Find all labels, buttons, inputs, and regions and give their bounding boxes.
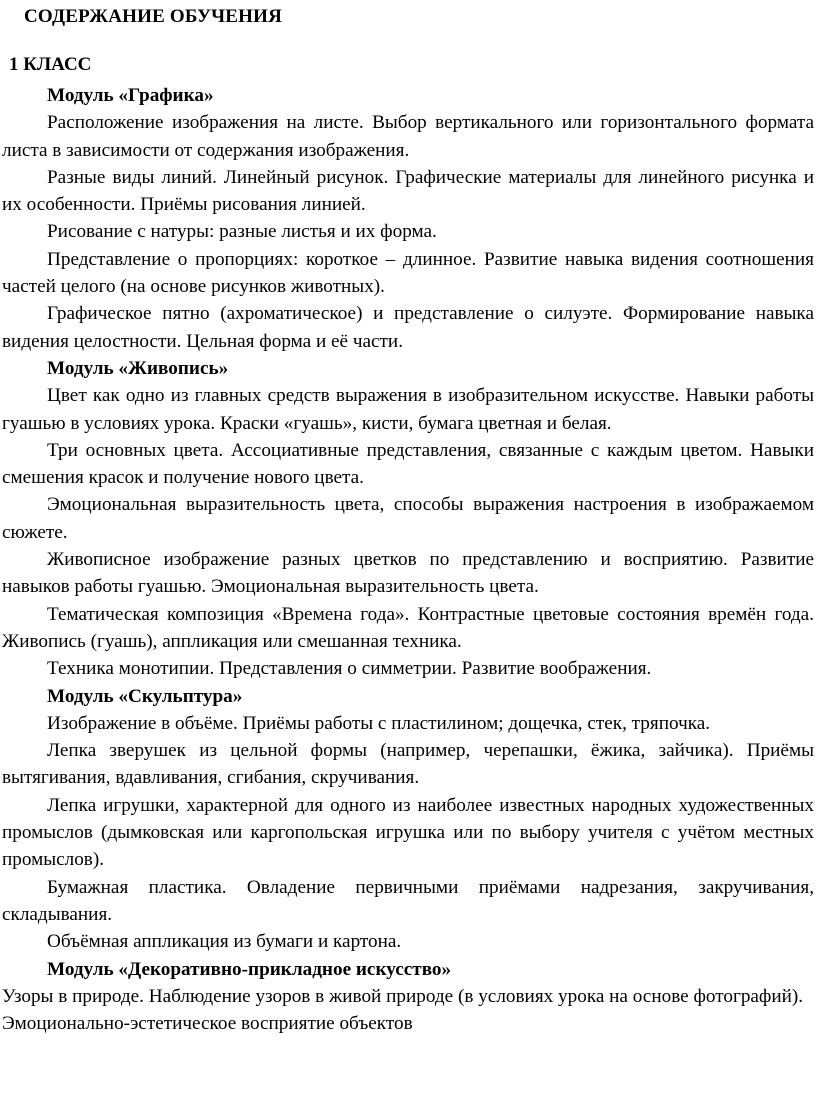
paragraph: Представление о пропорциях: короткое – длинное. Развитие навыка видения соотношения частей целого (на основе рисунков животных). bbox=[2, 248, 814, 298]
paragraph: Рисование с натуры: разные листья и их форма. bbox=[47, 221, 437, 243]
paragraph: Объёмная аппликация из бумаги и картона. bbox=[47, 931, 402, 953]
document-title: СОДЕРЖАНИЕ ОБУЧЕНИЯ bbox=[24, 6, 283, 27]
paragraph: Разные виды линий. Линейный рисунок. Графические материалы для линейного рисунка и их особенности. Приёмы рисования линией. bbox=[2, 166, 814, 216]
paragraph: Лепка зверушек из цельной формы (например, черепашки, ёжика, зайчика). Приёмы вытягивания, вдавливания, сгибания, скручивания. bbox=[2, 740, 814, 789]
paragraph: Три основных цвета. Ассоциативные представления, связанные с каждым цветом. Навыки смешения красок и получение нового цвета. bbox=[2, 439, 814, 489]
paragraph: Бумажная пластика. Овладение первичными приёмами надрезания, закручивания, складывания. bbox=[2, 876, 814, 925]
module-heading-sculpture: Модуль «Скульптура» bbox=[47, 685, 243, 707]
paragraph: Живописное изображение разных цветков по представлению и восприятию. Развитие навыков работы гуашью. Эмоциональная выразительность цвета. bbox=[2, 549, 814, 598]
paragraph: Изображение в объёме. Приёмы работы с пластилином; дощечка, стек, тряпочка. bbox=[47, 712, 711, 734]
module-heading-graphics: Модуль «Графика» bbox=[47, 85, 214, 106]
paragraph: Техника монотипии. Представления о симметрии. Развитие воображения. bbox=[47, 658, 652, 680]
paragraph: Узоры в природе. Наблюдение узоров в живой природе (в условиях урока на основе фотографий). Эмоционально-эстетическое восприятие объектов bbox=[2, 985, 804, 1035]
paragraph: Лепка игрушки, характерной для одного из наиболее известных народных художественных промыслов (дымковская или каргопольская игрушка или по выбору учителя с учётом местных промыслов). bbox=[2, 794, 814, 871]
module-heading-painting: Модуль «Живопись» bbox=[47, 357, 229, 379]
module-heading-decorative-arts: Модуль «Декоративно-прикладное искусство» bbox=[47, 958, 452, 980]
document-body bbox=[2, 82, 814, 1037]
paragraph: Расположение изображения на листе. Выбор вертикального или горизонтального формата листа в зависимости от содержания изображения. bbox=[2, 112, 814, 161]
paragraph: Тематическая композиция «Времена года». Контрастные цветовые состояния времён года. Живопись (гуашь), аппликация или смешанная техника. bbox=[2, 603, 814, 652]
paragraph: Графическое пятно (ахроматическое) и представление о силуэте. Формирование навыка видения целостности. Цельная форма и её части. bbox=[2, 303, 814, 352]
paragraph: Цвет как одно из главных средств выражения в изобразительном искусстве. Навыки работы гуашью в условиях урока. Краски «гуашь», кисти, бумага цветная и белая. bbox=[2, 385, 814, 434]
paragraph: Эмоциональная выразительность цвета, способы выражения настроения в изображаемом сюжете. bbox=[2, 494, 814, 543]
grade-heading: 1 КЛАСС bbox=[9, 54, 92, 75]
